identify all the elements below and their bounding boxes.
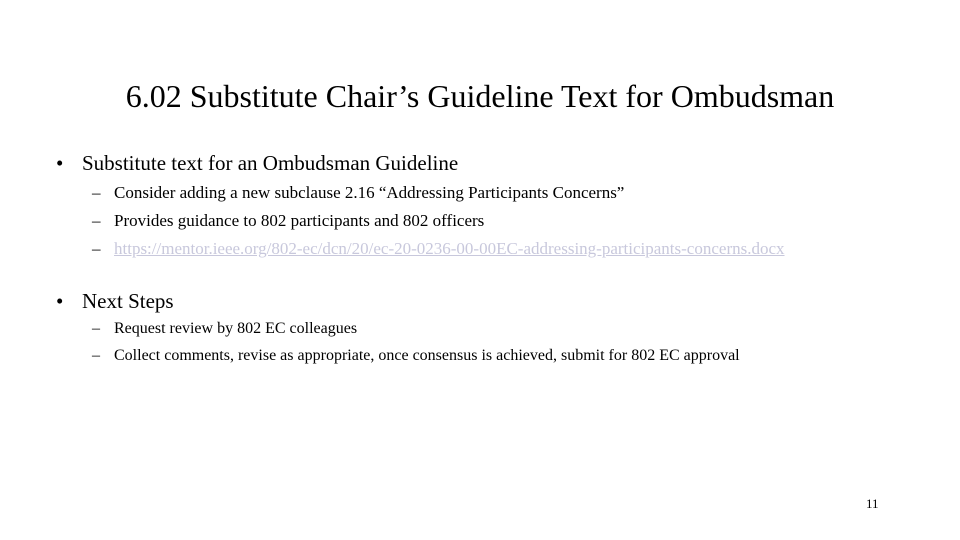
sub-item-text: Request review by 802 EC colleagues <box>114 320 358 337</box>
sub-item-text: Collect comments, revise as appropriate, once consensus is achieved, submit for 802 EC approval <box>114 347 740 364</box>
sub-item-consider-subclause <box>92 182 624 204</box>
mentor-document-link[interactable]: https://mentor.ieee.org/802-ec/dcn/20/ec-20-0236-00-00EC-addressing-participants-concerns.docx <box>114 239 785 258</box>
dash-icon: – <box>92 211 101 230</box>
bullet-icon: • <box>56 289 64 313</box>
sub-item-provides-guidance <box>92 210 484 232</box>
sub-item-document-link <box>92 238 785 260</box>
dash-icon: – <box>92 320 100 337</box>
sub-item-text: Consider adding a new subclause 2.16 “Addressing Participants Concerns” <box>114 183 625 202</box>
sub-item-collect-comments <box>92 345 740 367</box>
bullet-text: Substitute text for an Ombudsman Guideline <box>82 151 459 175</box>
slide-title: 6.02 Substitute Chair’s Guideline Text for Ombudsman <box>125 78 835 114</box>
bullet-item-next-steps <box>56 288 174 314</box>
sub-item-request-review <box>92 318 357 340</box>
bullet-icon: • <box>56 151 64 175</box>
dash-icon: – <box>92 183 101 202</box>
dash-icon: – <box>92 239 101 258</box>
bullet-item-substitute-text <box>56 150 458 176</box>
sub-item-text: Provides guidance to 802 participants and 802 officers <box>114 211 485 230</box>
bullet-text: Next Steps <box>82 289 174 313</box>
page-number: 11 <box>866 496 879 511</box>
dash-icon: – <box>92 347 100 364</box>
